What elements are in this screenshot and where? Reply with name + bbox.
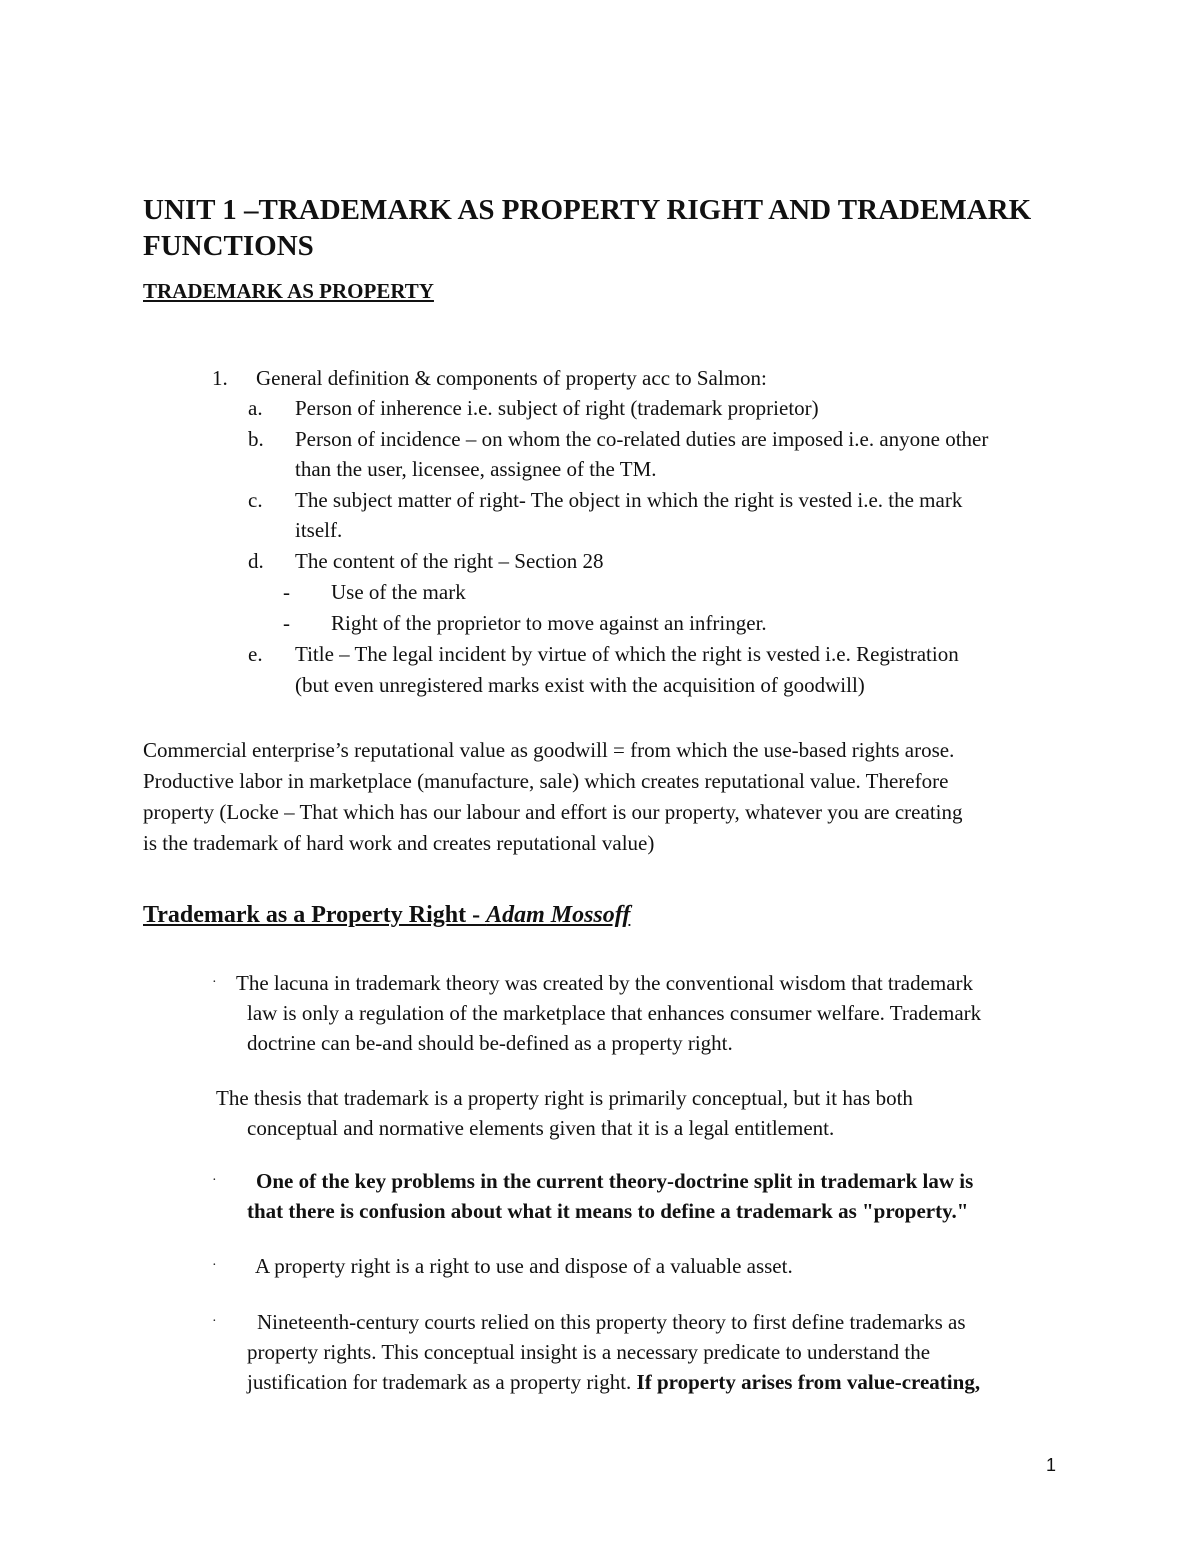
sub-item-text: Person of inherence i.e. subject of right (trademark proprietor) xyxy=(295,396,819,420)
sub-label: e. xyxy=(248,642,263,666)
sub-item-text: Person of incidence – on whom the co-related duties are imposed i.e. anyone other xyxy=(295,427,989,451)
bullet-text xyxy=(247,1367,980,1397)
bullet-text: property rights. This conceptual insight is a necessary predicate to understand the xyxy=(247,1340,931,1364)
sub-item-text: The content of the right – Section 28 xyxy=(295,549,604,573)
heading-main-text: Trademark as a Property Right - xyxy=(143,902,487,928)
dash-mark: - xyxy=(283,611,290,635)
bullet-dot: · xyxy=(212,975,217,990)
sub-label: d. xyxy=(248,549,264,573)
title-line-2: FUNCTIONS xyxy=(143,230,314,262)
bullet-text: doctrine can be-and should be-defined as a property right. xyxy=(247,1031,733,1055)
bullet-dot: · xyxy=(212,1314,217,1329)
paragraph-line: conceptual and normative elements given that it is a legal entitlement. xyxy=(247,1116,835,1140)
sub-item-text: than the user, licensee, assignee of the TM. xyxy=(295,457,657,481)
bullet-text-part: justification for trademark as a property right. xyxy=(247,1370,637,1394)
bullet-text-bold-part: If property arises from value-creating, xyxy=(636,1370,981,1394)
bullet-text-bold: One of the key problems in the current theory-doctrine split in trademark law is xyxy=(256,1169,974,1193)
sub-item-text: (but even unregistered marks exist with the acquisition of goodwill) xyxy=(295,673,865,697)
bullet-text: law is only a regulation of the marketplace that enhances consumer welfare. Trademark xyxy=(247,1001,982,1025)
paragraph-line: Commercial enterprise’s reputational value as goodwill = from which the use-based rights arose. xyxy=(143,738,955,762)
paragraph-line: Productive labor in marketplace (manufacture, sale) which creates reputational value. Therefore xyxy=(143,769,949,793)
paragraph-line: The thesis that trademark is a property right is primarily conceptual, but it has both xyxy=(216,1086,913,1110)
sub-label: a. xyxy=(248,396,263,420)
paragraph-line: is the trademark of hard work and creates reputational value) xyxy=(143,831,655,855)
sub-label: c. xyxy=(248,488,263,512)
page-number: 1 xyxy=(1046,1455,1057,1475)
dash-item-text: Use of the mark xyxy=(331,580,466,604)
sub-item-text: The subject matter of right- The object in which the right is vested i.e. the mark xyxy=(295,488,963,512)
bullet-text: The lacuna in trademark theory was created by the conventional wisdom that trademark xyxy=(236,971,974,995)
section-heading-property-right xyxy=(143,902,630,929)
bullet-text: A property right is a right to use and dispose of a valuable asset. xyxy=(255,1254,793,1278)
bullet-dot: · xyxy=(212,1258,217,1273)
sub-label: b. xyxy=(248,427,264,451)
dash-mark: - xyxy=(283,580,290,604)
section-heading-trademark-as-property: TRADEMARK AS PROPERTY xyxy=(143,279,434,303)
dash-item-text: Right of the proprietor to move against an infringer. xyxy=(331,611,767,635)
bullet-text-bold: that there is confusion about what it means to define a trademark as "property." xyxy=(247,1199,969,1223)
bullet-text: Nineteenth-century courts relied on this property theory to first define trademarks as xyxy=(257,1310,966,1334)
bullet-dot: · xyxy=(212,1173,217,1188)
title-line-1: UNIT 1 –TRADEMARK AS PROPERTY RIGHT AND TRADEMARK xyxy=(143,194,1032,226)
sub-item-text: Title – The legal incident by virtue of which the right is vested i.e. Registration xyxy=(295,642,959,666)
document-title xyxy=(143,192,1031,264)
heading-author: Adam Mossoff xyxy=(486,902,631,928)
list-number: 1. xyxy=(212,366,228,390)
list-item-text: General definition & components of property acc to Salmon: xyxy=(256,366,767,390)
sub-item-text: itself. xyxy=(295,518,343,542)
paragraph-line: property (Locke – That which has our labour and effort is our property, whatever you are creating xyxy=(143,800,963,824)
